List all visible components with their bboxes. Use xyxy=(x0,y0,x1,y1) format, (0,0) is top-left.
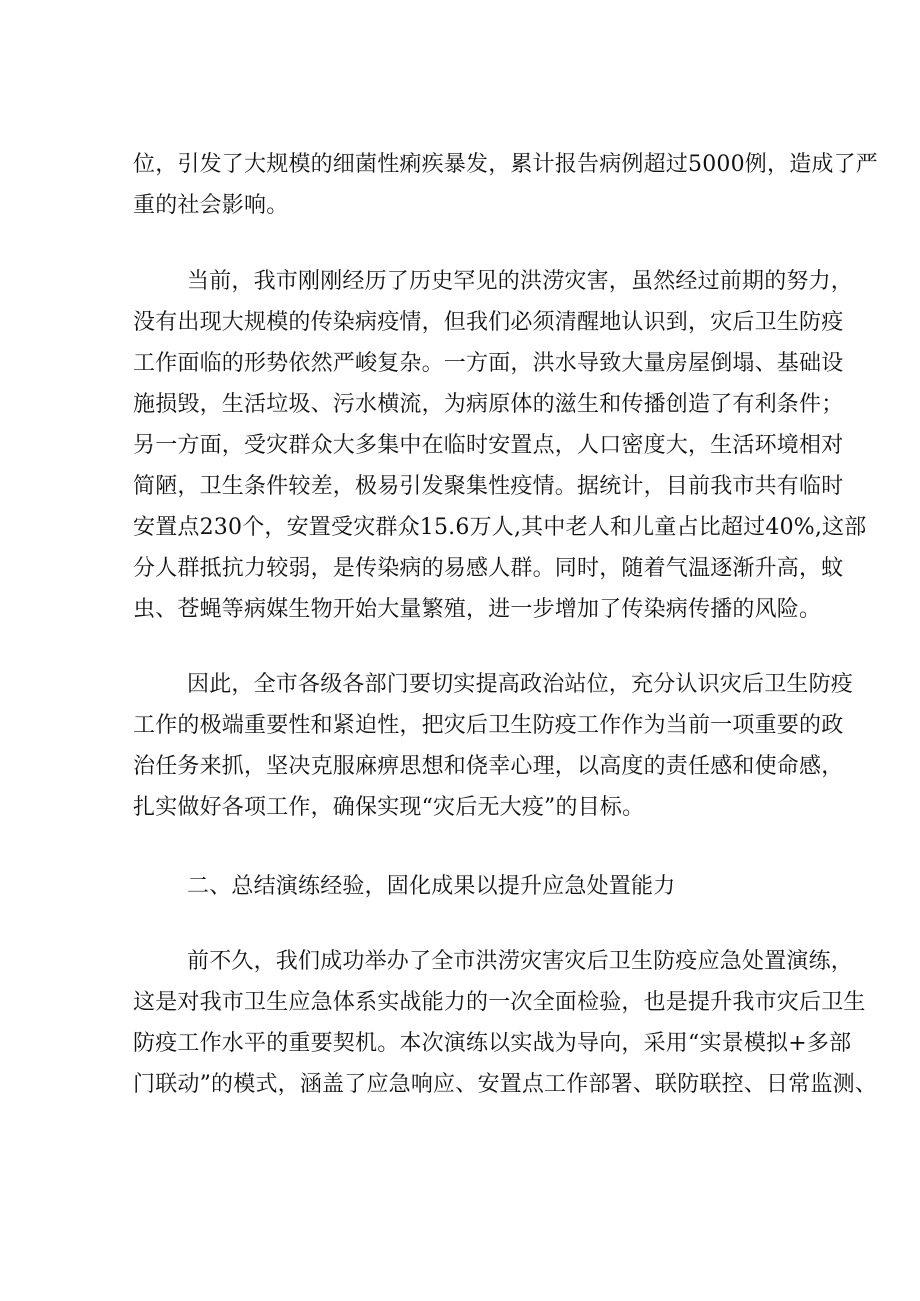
paragraph-line: 门联动”的模式，涵盖了应急响应、安置点工作部署、联防联控、日常监测、 xyxy=(133,1072,878,1097)
paragraph-line: 因此，全市各级各部门要切实提高政治站位，充分认识灾后卫生防疫 xyxy=(187,672,854,697)
paragraph-line: 简陋，卫生条件较差，极易引发聚集性疫情。据统计，目前我市共有临时 xyxy=(133,474,844,499)
section-heading: 二、总结演练经验，固化成果以提升应急处置能力 xyxy=(187,874,676,899)
paragraph-line: 重的社会影响。 xyxy=(133,193,289,218)
paragraph-line: 工作的极端重要性和紧迫性，把灾后卫生防疫工作作为当前一项重要的政 xyxy=(133,713,844,738)
paragraph-line: 前不久，我们成功举办了全市洪涝灾害灾后卫生防疫应急处置演练， xyxy=(187,949,854,974)
paragraph-line: 治任务来抓，坚决克服麻痹思想和侥幸心理，以高度的责任感和使命感， xyxy=(133,754,844,779)
paragraph-line: 当前，我市刚刚经历了历史罕见的洪涝灾害，虽然经过前期的努力， xyxy=(187,269,854,294)
paragraph-line: 工作面临的形势依然严峻复杂。一方面，洪水导致大量房屋倒塌、基础设 xyxy=(133,351,844,376)
paragraph-line: 没有出现大规模的传染病疫情，但我们必须清醒地认识到，灾后卫生防疫 xyxy=(133,310,844,335)
paragraph-line: 安置点230个，安置受灾群众15.6万人,其中老人和儿童占比超过40%,这部 xyxy=(133,515,867,540)
paragraph-line: 防疫工作水平的重要契机。本次演练以实战为导向，采用“实景模拟+多部 xyxy=(133,1031,852,1056)
paragraph-line: 另一方面，受灾群众大多集中在临时安置点，人口密度大，生活环境相对 xyxy=(133,433,844,458)
paragraph-line: 位，引发了大规模的细菌性痢疾暴发，累计报告病例超过5000例，造成了严 xyxy=(133,152,878,177)
paragraph-line: 虫、苍蝇等病媒生物开始大量繁殖，进一步增加了传染病传播的风险。 xyxy=(133,597,822,622)
paragraph-line: 扎实做好各项工作，确保实现“灾后无大疫”的目标。 xyxy=(133,795,645,820)
paragraph-line: 施损毁，生活垃圾、污水横流，为病原体的滋生和传播创造了有利条件； xyxy=(133,392,844,417)
paragraph-line: 这是对我市卫生应急体系实战能力的一次全面检验，也是提升我市灾后卫生 xyxy=(133,990,866,1015)
paragraph-line: 分人群抵抗力较弱，是传染病的易感人群。同时，随着气温逐渐升高，蚊 xyxy=(133,556,844,581)
